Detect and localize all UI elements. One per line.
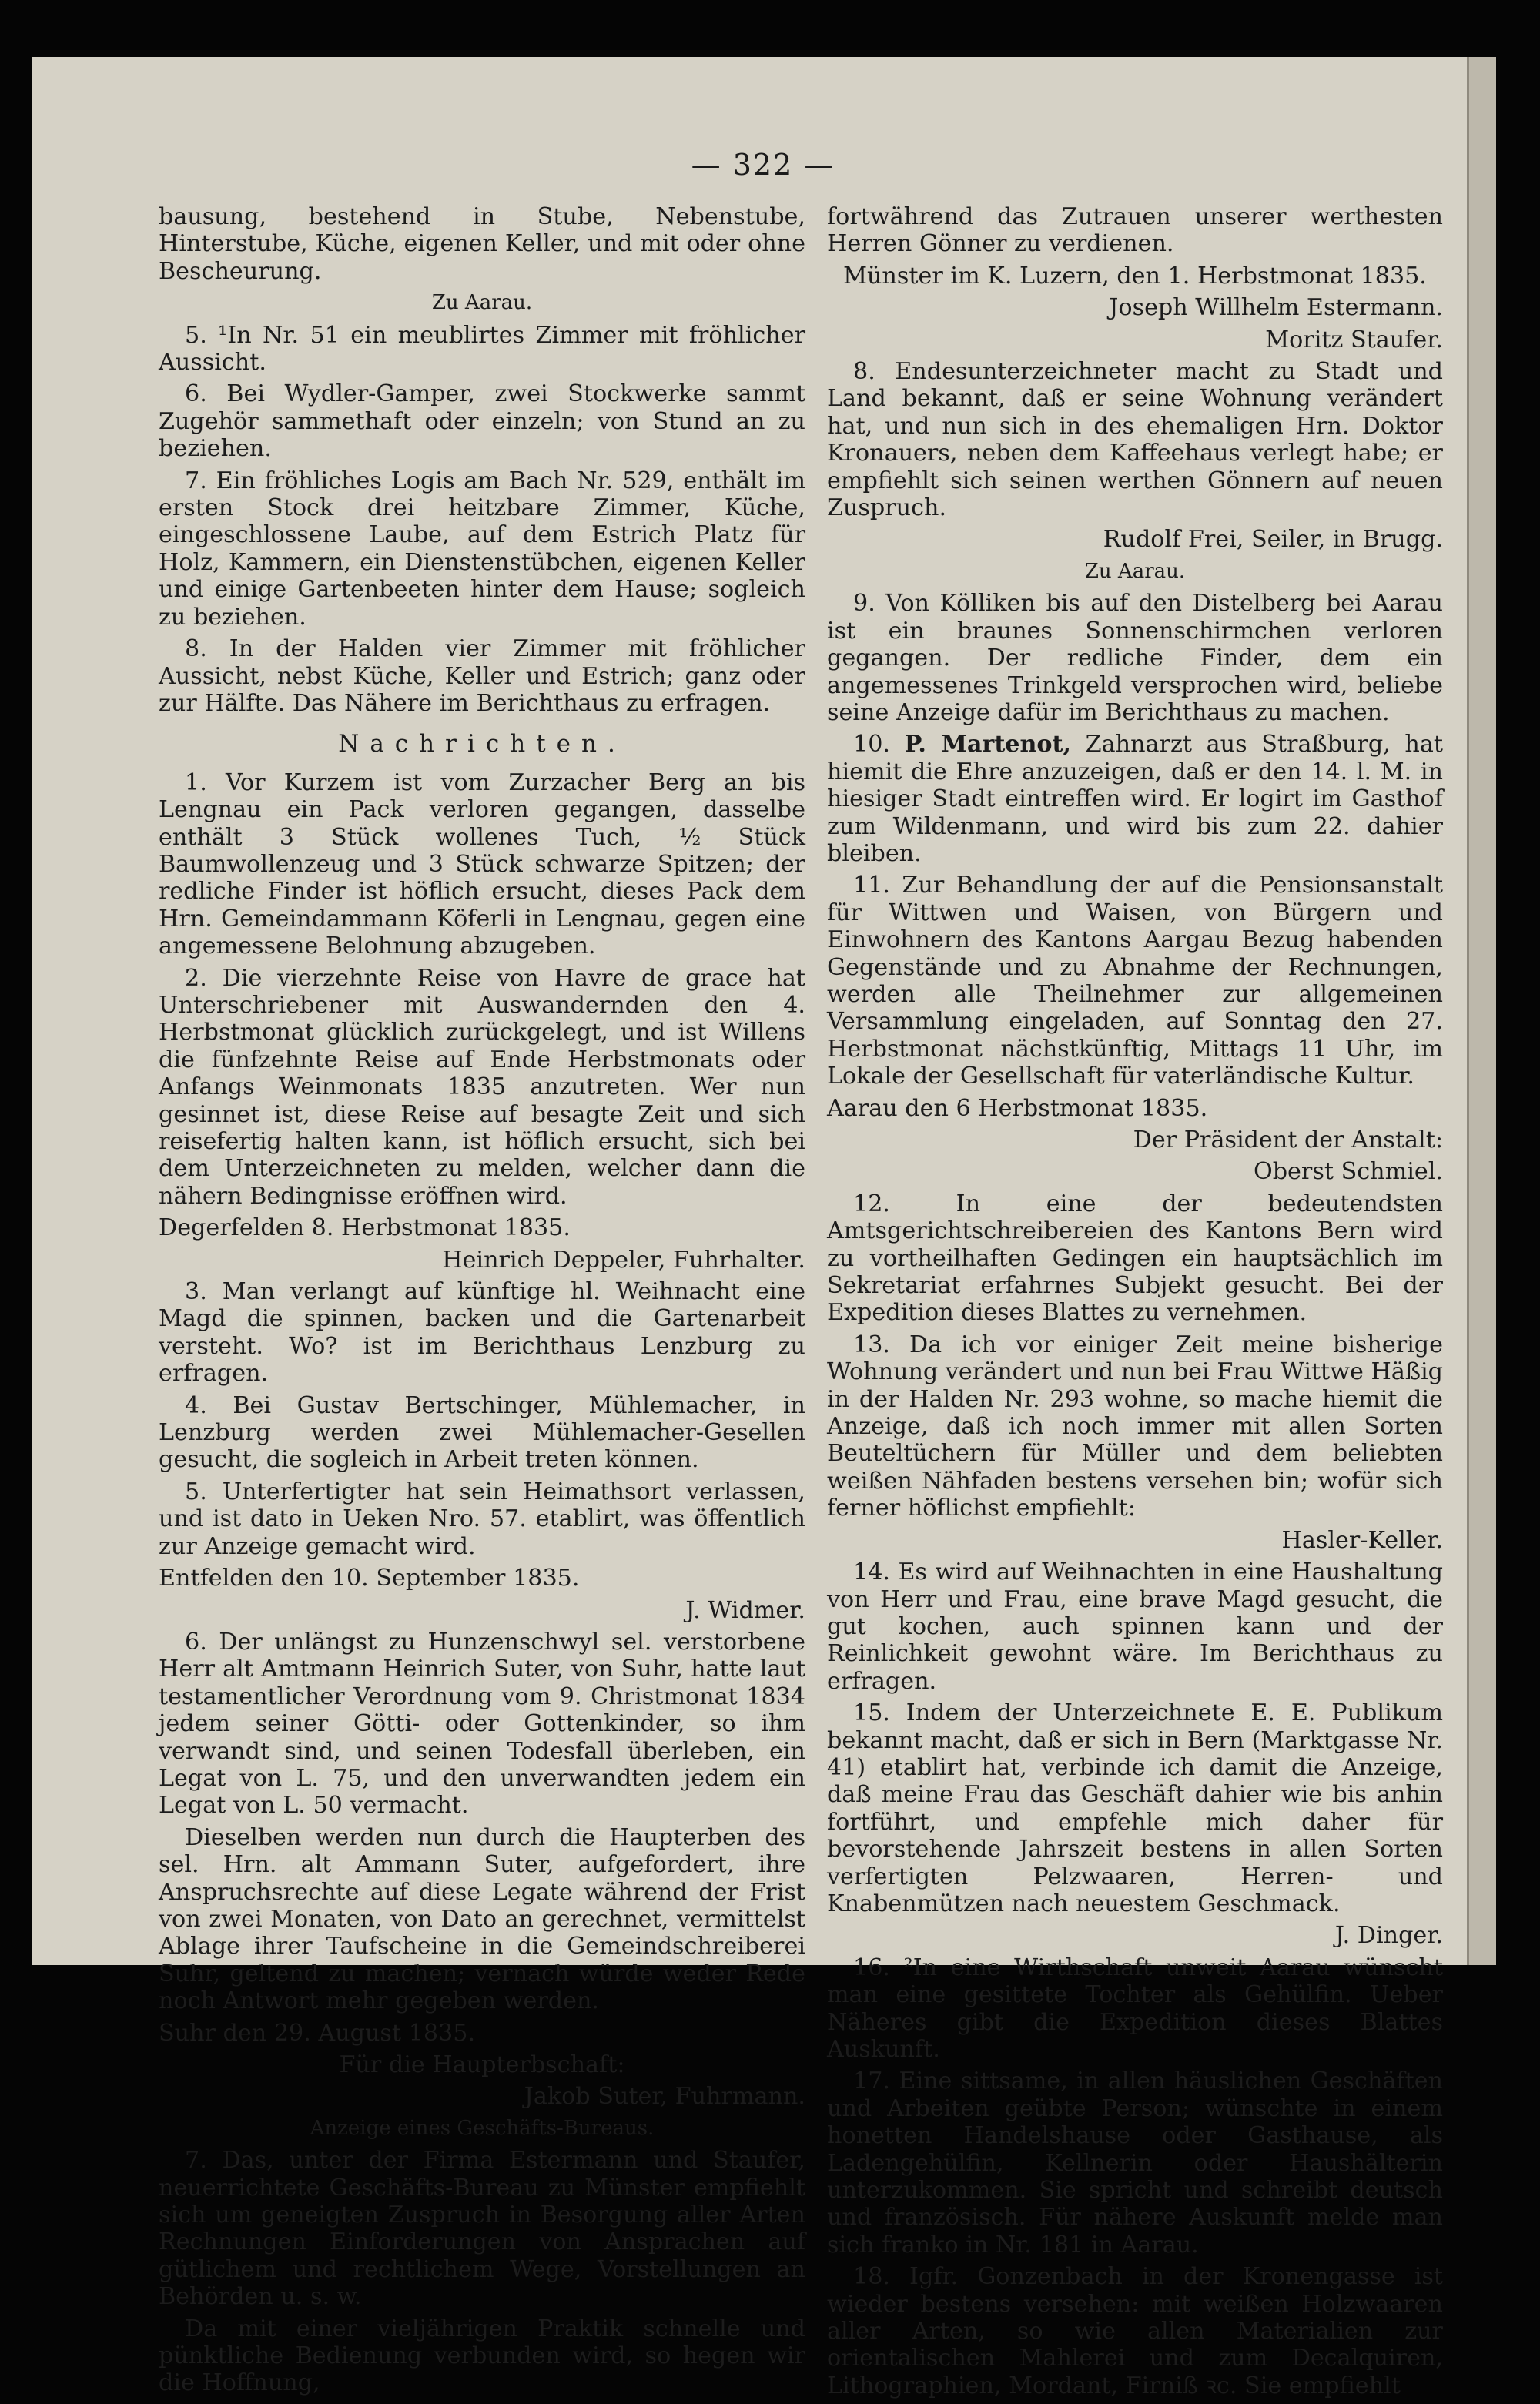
left-column [159,203,805,2402]
page-number: — 322 — [691,148,835,182]
notice-place-date: Degerfelden 8. Herbstmonat 1835. [159,1214,571,1242]
notice-signature: Für die Haupterbschaft: [339,2051,625,2078]
notice-text [827,731,1443,867]
notice-name: P. Martenot, [904,731,1072,758]
notice-text: fortwährend das Zutrauen unserer werthesten Herren Gönner zu verdienen. [827,203,1443,258]
notice-signature: Moritz Staufer. [1265,326,1443,353]
notice-text: 7. Das, unter der Firma Estermann und Staufer, neuerrichtete Geschäfts-Bureau zu Münster empfiehlt sich um geneigten Zuspruch in Besorgung aller Arten Rechnungen Einforderungen von Ansprachen auf gütlichem und rechtlichem Wege, Vorstellungen an Behörden u. s. w. [159,2147,805,2311]
notice-text: Da mit einer vieljährigen Praktik schnelle und pünktliche Bedienung verbunden wird, so hegen wir die Hoffnung, [159,2315,805,2397]
notice-text: 5. Unterfertigter hat sein Heimathsort verlassen, und ist dato in Ueken Nro. 57. etablirt, was öffentlich zur Anzeige gemacht wird. [159,1478,805,1560]
notice-text: 12. In eine der bedeutendsten Amtsgerichtschreibereien des Kantons Bern wird zu vortheilhaften Gedingen ein hauptsächlich im Sekretariat erfahrnes Subjekt gesucht. Bei der Expedition dieses Blattes zu vernehmen. [827,1190,1443,1327]
notice-signature: Rudolf Frei, Seiler, in Brugg. [1103,526,1443,554]
notice-text: 6. Bei Wydler-Gamper, zwei Stockwerke sammt Zugehör sammethaft oder einzeln; von Stund an zu beziehen. [159,380,805,463]
section-heading: Nachrichten. [338,730,626,758]
notice-signature: Jakob Suter, Fuhrmann. [524,2083,805,2111]
notice-place-date: Münster im K. Luzern, den 1. Herbstmonat 1835. [843,262,1427,290]
notice-signature: Der Präsident der Anstalt: [1133,1127,1443,1153]
notice-text: 6. Der unlängst zu Hunzenschwyl sel. verstorbene Herr alt Amtmann Heinrich Suter, von Suhr, hatte laut testamentlicher Verordnung vom 9. Christmonat 1834 jedem seiner Götti- oder Gottenkinder, so ihm verwandt sind, und seinen Todesfall überleben, ein Legat von L. 75, und den unverwandten jedem ein Legat von L. 50 vermacht. [159,1628,805,1820]
notice-text: 3. Man verlangt auf künftige hl. Weihnacht eine Magd die spinnen, backen und die Gartenarbeit versteht. Wo? ist im Berichthaus Lenzburg zu erfragen. [159,1278,805,1388]
notice-text: bausung, bestehend in Stube, Nebenstube, Hinterstube, Küche, eigenen Keller, und mit oder ohne Bescheurung. [159,203,805,285]
notice-text: 16. ²In eine Wirthschaft unweit Aarau wünscht man eine gesittete Tochter als Gehülfin. Ueber Näheres gibt die Expedition dieses Blattes Auskunft. [827,1954,1443,2063]
notice-text: 13. Da ich vor einiger Zeit meine bisherige Wohnung verändert und nun bei Frau Wittwe Häßig in der Halden Nr. 293 wohne, so mache hiemit die Anzeige, daß ich noch immer mit allen Sorten Beuteltüchern für Müller und dem beliebten weißen Nähfaden bestens versehen bin; wofür sich ferner höflichst empfiehlt: [827,1331,1443,1522]
notice-text: 17. Eine sittsame, in allen häuslichen Geschäften und Arbeiten geübte Person; wünschte in einem honetten Handelshause oder Gasthause, als Ladengehülfin, Kellnerin oder Haushälterin unterzukommen. Sie spricht und schreibt deutsch und französisch. Für nähere Auskunft melde man sich franko in Nr. 181 in Aarau. [827,2068,1443,2258]
newspaper-page [32,57,1494,2399]
notice-signature: Oberst Schmiel. [1253,1158,1443,1186]
notice-text: 8. In der Halden vier Zimmer mit fröhlicher Aussicht, nebst Küche, Keller und Estrich; ganz oder zur Hälfte. Das Nähere im Berichthaus zu erfragen. [159,635,805,717]
notice-text: 14. Es wird auf Weihnachten in eine Haushaltung von Herr und Frau, eine brave Magd gesucht, die gut kochen, auch spinnen kann und der Reinlichkeit gewohnt wäre. Im Berichthaus zu erfragen. [827,1559,1443,1695]
notice-text: Dieselben werden nun durch die Haupterben des sel. Hrn. alt Ammann Suter, aufgefordert, ihre Anspruchsrechte auf diese Legate während der Frist von zwei Monaten, von Dato an gerechnet, vermittelst Ablage ihrer Taufscheine in die Gemeindschreiberei Suhr, geltend zu machen; vernach würde weder Rede noch Antwort mehr gegeben werden. [159,1823,805,2015]
page-edge [1467,57,1496,1965]
location-heading: Zu Aarau. [431,291,533,315]
sub-heading: Anzeige eines Geschäfts-Bureaus. [310,2116,654,2140]
notice-text: 8. Endesunterzeichneter macht zu Stadt und Land bekannt, daß er seine Wohnung verändert hat, und nun sich in des ehemaligen Hrn. Doktor Kronauers, neben dem Kaffeehaus verlegt habe; er empfiehlt sich seinen werthen Gönnern auf neuen Zuspruch. [827,358,1443,522]
notice-place-date: Aarau den 6 Herbstmonat 1835. [827,1094,1208,1122]
notice-signature: Joseph Willhelm Estermann. [1109,294,1443,322]
notice-text: 5. ¹In Nr. 51 ein meublirtes Zimmer mit fröhlicher Aussicht. [159,321,805,377]
notice-text: 15. Indem der Unterzeichnete E. E. Publikum bekannt macht, daß er sich in Bern (Marktgasse Nr. 41) etablirt hat, verbinde ich damit die Anzeige, daß meine Frau das Geschäft dahier wie bis anhin fortführt, und empfehle mich daher für bevorstehende Jahrszeit bestens in allen Sorten verfertigten Pelzwaaren, Herren- und Knabenmützen nach neuestem Geschmack. [827,1699,1443,1917]
notice-body: Zahnarzt aus Straßburg, hat hiemit die Ehre anzuzeigen, daß er den 14. l. M. in hiesiger Stadt eintreffen wird. Er logirt im Gasthof zum Wildenmann, und wird bis zum 22. dahier bleiben. [827,731,1443,867]
notice-number: 10. [853,731,891,758]
notice-text: 4. Bei Gustav Bertschinger, Mühlemacher, in Lenzburg werden zwei Mühlemacher-Gesellen gesucht, die sogleich in Arbeit treten können. [159,1391,805,1474]
location-heading: Zu Aarau. [1084,559,1186,583]
notice-place-date: Entfelden den 10. September 1835. [159,1565,580,1592]
notice-text: 1. Vor Kurzem ist vom Zurzacher Berg an bis Lengnau ein Pack verloren gegangen, dasselbe enthält 3 Stück wollenes Tuch, ½ Stück Baumwollenzeug und 3 Stück schwarze Spitzen; der redliche Finder ist höflich ersucht, dieses Pack dem Hrn. Gemeindammann Köferli in Lengnau, gegen eine angemessene Belohnung abzugeben. [159,768,805,960]
notice-text: 7. Ein fröhliches Logis am Bach Nr. 529, enthält im ersten Stock drei heitzbare Zimmer, Küche, eingeschlossene Laube, auf dem Estrich Platz für Holz, Kammern, ein Dienstenstübchen, eigenen Keller und einige Gartenbeeten hinter dem Hause; sogleich zu beziehen. [159,467,805,631]
notice-text: 18. Igfr. Gonzenbach in der Kronengasse ist wieder bestens versehen: mit weißen Holzwaaren aller Arten, so wie allen Materialien zur orientalischen Mahlerei und zum Decalquiren, Lithographien, Mordant, Firniß ꝛc. Sie empfiehlt [827,2263,1443,2399]
notice-text: 9. Von Kölliken bis auf den Distelberg bei Aarau ist ein braunes Sonnenschirmchen verloren gegangen. Der redliche Finder, dem ein angemessenes Trinkgeld versprochen wird, beliebe seine Anzeige dafür im Berichthaus zu machen. [827,590,1443,726]
notice-signature: J. Dinger. [1334,1922,1443,1950]
notice-place-date: Suhr den 29. August 1835. [159,2019,476,2047]
notice-signature: Hasler-Keller. [1281,1526,1443,1554]
right-column [827,203,1443,2404]
notice-signature: Heinrich Deppeler, Fuhrhalter. [442,1246,805,1274]
notice-signature: J. Widmer. [685,1596,805,1624]
notice-text: 11. Zur Behandlung der auf die Pensionsanstalt für Wittwen und Waisen, von Bürgern und Einwohnern des Kantons Aargau Bezug habenden Gegenstände und zu Abnahme der Rechnungen, werden alle Theilnehmer zur allgemeinen Versammlung eingeladen, auf Sonntag den 27. Herbstmonat nächstkünftig, Mittags 11 Uhr, im Lokale der Gesellschaft für vaterländische Kultur. [827,872,1443,1090]
notice-text: 2. Die vierzehnte Reise von Havre de grace hat Unterschriebener mit Auswandernden den 4. Herbstmonat glücklich zurückgelegt, und ist Willens die fünfzehnte Reise auf Ende Herbstmonats oder Anfangs Weinmonats 1835 anzutreten. Wer nun gesinnet ist, diese Reise auf besagte Zeit und sich reisefertig halten kann, ist höflich ersucht, sich bei dem Unterzeichneten zu melden, welcher dann die nähern Bedingnisse eröffnen wird. [159,964,805,1210]
